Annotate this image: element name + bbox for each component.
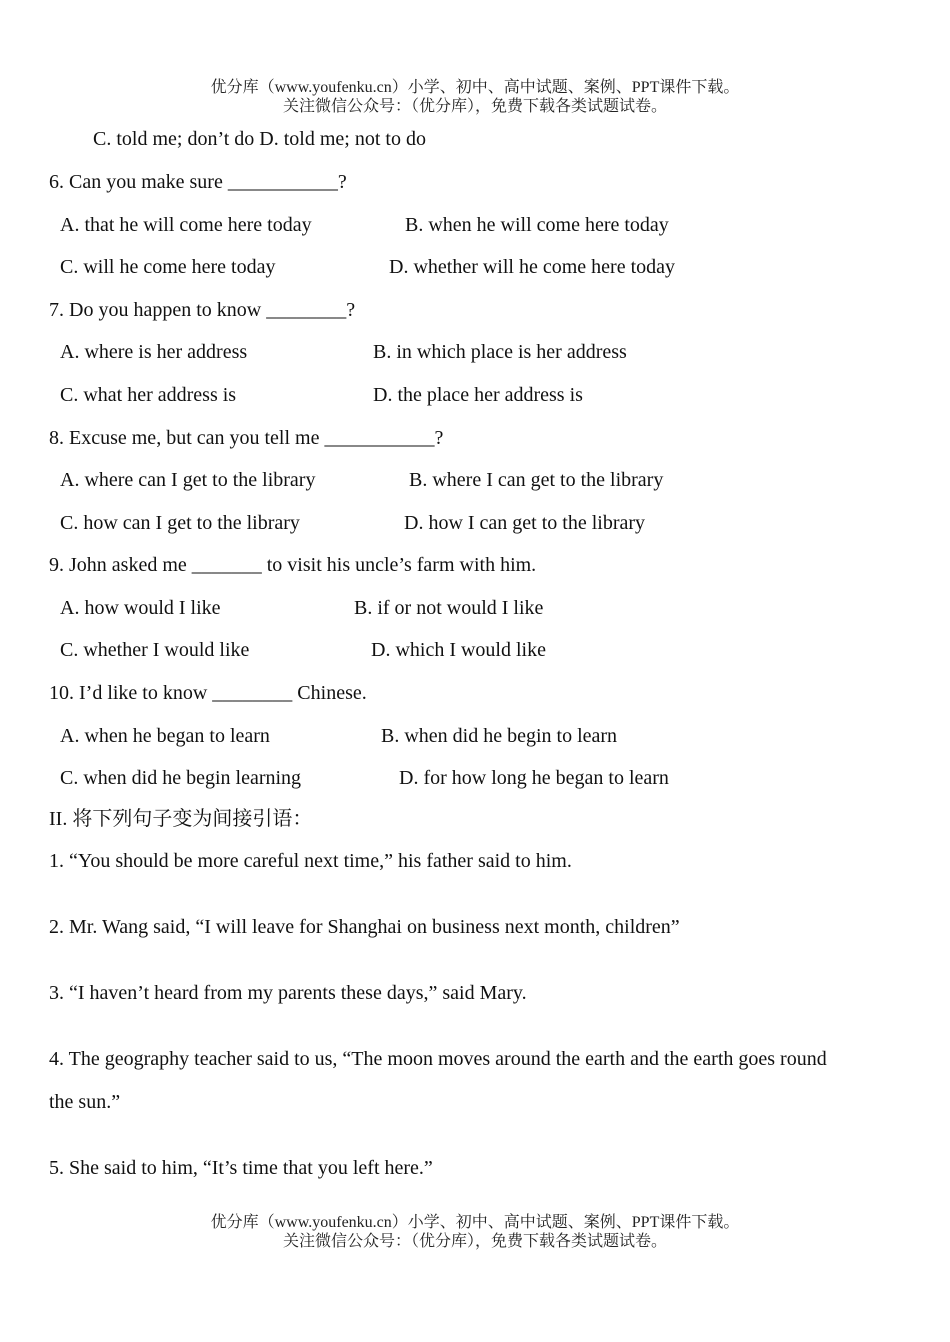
question-10-option-b: B. when did he begin to learn (381, 725, 618, 747)
question-10-stem: 10. I’d like to know ________ Chinese. (49, 682, 367, 704)
question-9-option-d: D. which I would like (371, 639, 546, 661)
question-9-stem: 9. John asked me _______ to visit his uncle’s farm with him. (49, 554, 537, 576)
section-2-item-1: 1. “You should be more careful next time,” his father said to him. (49, 850, 572, 872)
question-8-option-c: C. how can I get to the library (60, 512, 300, 534)
page-header (0, 78, 950, 116)
question-6-option-c: C. will he come here today (60, 256, 276, 278)
question-10-option-c: C. when did he begin learning (60, 767, 302, 789)
question-9-option-b: B. if or not would I like (354, 597, 544, 619)
question-7-option-c: C. what her address is (60, 384, 237, 406)
question-6-option-b: B. when he will come here today (405, 214, 669, 236)
question-6-option-a: A. that he will come here today (60, 214, 312, 236)
question-7-option-b: B. in which place is her address (373, 341, 627, 363)
footer-line-1: 优分库（www.youfenku.cn）小学、初中、高中试题、案例、PPT课件下载。 (210, 1214, 740, 1231)
question-8-option-a: A. where can I get to the library (60, 469, 316, 491)
question-7-stem: 7. Do you happen to know ________? (49, 299, 356, 321)
question-9-option-c: C. whether I would like (60, 639, 250, 661)
footer-line-2: 关注微信公众号：（优分库），免费下载各类试题试卷。 (282, 1233, 667, 1250)
section-2-item-5: 5. She said to him, “It’s time that you left here.” (49, 1157, 433, 1179)
header-line-1: 优分库（www.youfenku.cn）小学、初中、高中试题、案例、PPT课件下载。 (210, 79, 740, 96)
question-9-option-a: A. how would I like (60, 597, 221, 619)
question-6-stem: 6. Can you make sure ___________? (49, 171, 347, 193)
header-line-2: 关注微信公众号：（优分库），免费下载各类试题试卷。 (282, 98, 667, 115)
question-7-option-a: A. where is her address (60, 341, 248, 363)
question-8-stem: 8. Excuse me, but can you tell me ___________? (49, 427, 444, 449)
question-8-option-d: D. how I can get to the library (404, 512, 646, 534)
question-10-option-d: D. for how long he began to learn (399, 767, 669, 789)
carryover-options: C. told me; don’t do D. told me; not to do (93, 128, 426, 150)
section-2-title: II. 将下列句子变为间接引语： (49, 808, 313, 830)
question-8-option-b: B. where I can get to the library (409, 469, 664, 491)
section-2-item-2: 2. Mr. Wang said, “I will leave for Shanghai on business next month, children” (49, 916, 680, 938)
page-footer (0, 1213, 950, 1251)
question-7-option-d: D. the place her address is (373, 384, 583, 406)
question-10-option-a: A. when he began to learn (60, 725, 270, 747)
section-2-item-4: 4. The geography teacher said to us, “The moon moves around the earth and the earth goes round (49, 1048, 827, 1070)
section-2-item-4-continued: the sun.” (49, 1091, 121, 1113)
question-6-option-d: D. whether will he come here today (389, 256, 676, 278)
section-2-item-3: 3. “I haven’t heard from my parents these days,” said Mary. (49, 982, 527, 1004)
